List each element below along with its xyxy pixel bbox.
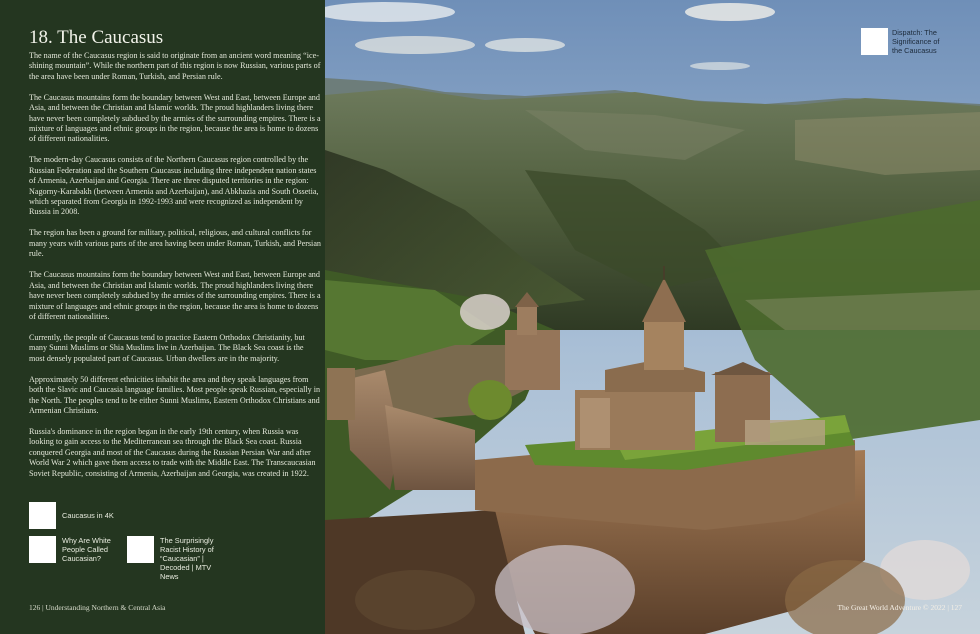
qr-code-icon[interactable] bbox=[127, 536, 154, 563]
right-page bbox=[325, 0, 980, 634]
qr-link-dispatch[interactable] bbox=[861, 28, 948, 55]
paragraph: The region has been a ground for military, political, religious, and cultural conflicts for many years with various parts of the area having been under Roman, Turkish, and Persian rule. bbox=[29, 228, 321, 259]
paragraph: Approximately 50 different ethnicities inhabit the area and they speak languages from both the Slavic and Caucasia language families. Most people speak Russian, especially in the North. The peoples tend to be either Sunni Muslims, Eastern Orthodox Christians and Armenian Christians. bbox=[29, 374, 321, 415]
paragraph: The name of the Caucasus region is said to originate from an ancient word meaning “ice-shining mountain”. While the northern part of this region is now Russian, various parts of the area have been under Roman, Turkish, and Persian rule. bbox=[29, 51, 321, 81]
paragraph: Russia's dominance in the region began in the early 19th century, when Russia was looking to gain access to the Mediterranean sea through the Black Sea coast. Russia conquered Georgia and most of the Caucasus during the Russian Persian War and after World War 2 which gave them access to trade with the Middle East. The Transcaucasian Soviet Republic, consisting of Armenia, Azerbaijan and Georgia, was created in 1922. bbox=[29, 426, 316, 478]
page-title: 18. The Caucasus bbox=[29, 27, 164, 48]
qr-link-racist-history[interactable] bbox=[127, 536, 222, 581]
paragraph: The Caucasus mountains form the boundary between West and East, between Europe and Asia, and between the Christian and Islamic worlds. The proud highlanders living there have never been completely subdued by the armies of the surrounding empires. There is a mixture of languages and ethnic groups in the region, because the area is home to dozens of different nationalities. bbox=[29, 92, 321, 144]
qr-link-label[interactable]: Why Are White People Called Caucasian? bbox=[62, 536, 111, 563]
body-text bbox=[29, 51, 321, 490]
qr-link-label[interactable]: Caucasus in 4K bbox=[62, 511, 114, 520]
qr-link-label[interactable]: Dispatch: The Significance of the Caucasus bbox=[892, 28, 940, 55]
monastery-landscape-photo bbox=[325, 0, 980, 634]
page-footer-left: 126 | Understanding Northern & Central Asia bbox=[29, 603, 166, 612]
left-page bbox=[0, 0, 325, 634]
qr-link-white-caucasian[interactable] bbox=[29, 536, 120, 563]
page-footer-right: The Great World Adventure © 2022 | 127 bbox=[837, 603, 962, 612]
paragraph: The modern-day Caucasus consists of the Northern Caucasus region controlled by the Russian Federation and the Southern Caucasus including three independent nation states of Armenia, Azerbaijan and Georgia. There are three disputed territories in the region: Nagorny-Karabakh (between Armenia and Azerbaijan), and Abkhazia and South Ossetia, which separated from Georgia in 1992-1993 and were recognized as independent by Russia in 2008. bbox=[29, 155, 319, 217]
paragraph: The Caucasus mountains form the boundary between West and East, between Europe and Asia, and between the Christian and Islamic worlds. The proud highlanders living there have never been completely subdued by the armies of the surrounding empires. There is a mixture of languages and ethnic groups in the region, because the area is home to dozens of different nationalities. bbox=[29, 270, 321, 321]
qr-link-label[interactable]: The Surprisingly Racist History of “Caucasian” | Decoded | MTV News bbox=[160, 536, 214, 581]
paragraph: Currently, the people of Caucasus tend to practice Eastern Orthodox Christianity, but many Sunni Muslims or Shia Muslims live in Azerbaijan. The Black Sea coast is the most densely populated part of Caucasus. Urban dwellers are in the majority. bbox=[29, 332, 305, 363]
qr-link-caucasus-4k[interactable] bbox=[29, 502, 114, 529]
qr-code-icon[interactable] bbox=[861, 28, 888, 55]
qr-code-icon[interactable] bbox=[29, 502, 56, 529]
qr-code-icon[interactable] bbox=[29, 536, 56, 563]
